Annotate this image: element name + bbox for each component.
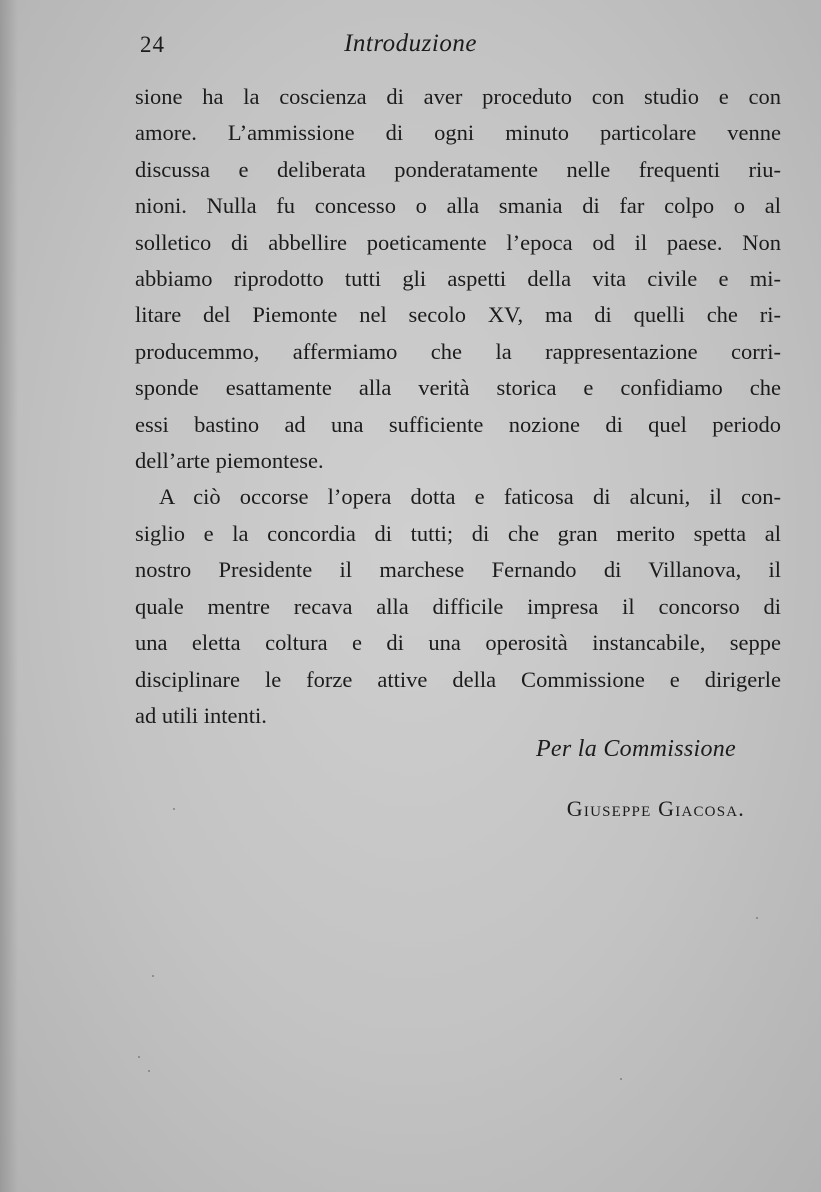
text-line: disciplinare le forze attive della Commissione e dirigerle [135, 666, 781, 692]
text-line: nostro Presidente il marchese Fernando di Villanova, il [135, 557, 781, 583]
signature-name: Giuseppe Giacosa. [566, 796, 745, 821]
text-line: discussa e deliberata ponderatamente nelle frequenti riu- [135, 156, 781, 182]
text-line: dell’arte piemontese. [135, 448, 324, 474]
text-line: nioni. Nulla fu concesso o alla smania di far colpo o al [135, 193, 781, 219]
text-line: solletico di abbellire poeticamente l’epoca od il paese. Non [135, 229, 781, 255]
body-text [135, 79, 781, 734]
paper-speck [152, 975, 154, 977]
text-line: litare del Piemonte nel secolo XV, ma di quelli che ri- [135, 302, 781, 328]
signature-committee: Per la Commissione [535, 736, 736, 762]
paragraph-2 [135, 479, 781, 734]
text-line: essi bastino ad una sufficiente nozione di quel periodo [135, 411, 781, 437]
page-edge-shadow [0, 0, 18, 1192]
running-title: Introduzione [344, 30, 477, 57]
text-line: siglio e la concordia di tutti; di che gran merito spetta al [135, 520, 781, 546]
paper-speck [620, 1078, 622, 1080]
paper-speck [148, 1070, 150, 1072]
page-header [0, 28, 821, 68]
text-line: A ciò occorse l’opera dotta e faticosa di alcuni, il con- [159, 484, 781, 510]
paragraph-1 [135, 79, 781, 479]
text-line: producemmo, affermiamo che la rappresentazione corri- [135, 338, 781, 364]
text-line: abbiamo riprodotto tutti gli aspetti della vita civile e mi- [135, 266, 781, 292]
text-line: ad utili intenti. [135, 702, 267, 728]
paper-speck [173, 808, 175, 810]
text-line: una eletta coltura e di una operosità instancabile, seppe [135, 630, 781, 656]
page-number: 24 [140, 32, 165, 57]
text-line: quale mentre recava alla difficile impresa il concorso di [135, 593, 781, 619]
text-line: sponde esattamente alla verità storica e confidiamo che [135, 375, 781, 401]
paper-speck [138, 1056, 140, 1058]
paper-speck [756, 917, 758, 919]
text-line: amore. L’ammissione di ogni minuto particolare venne [135, 120, 781, 146]
text-line: sione ha la coscienza di aver proceduto con studio e con [135, 84, 781, 109]
